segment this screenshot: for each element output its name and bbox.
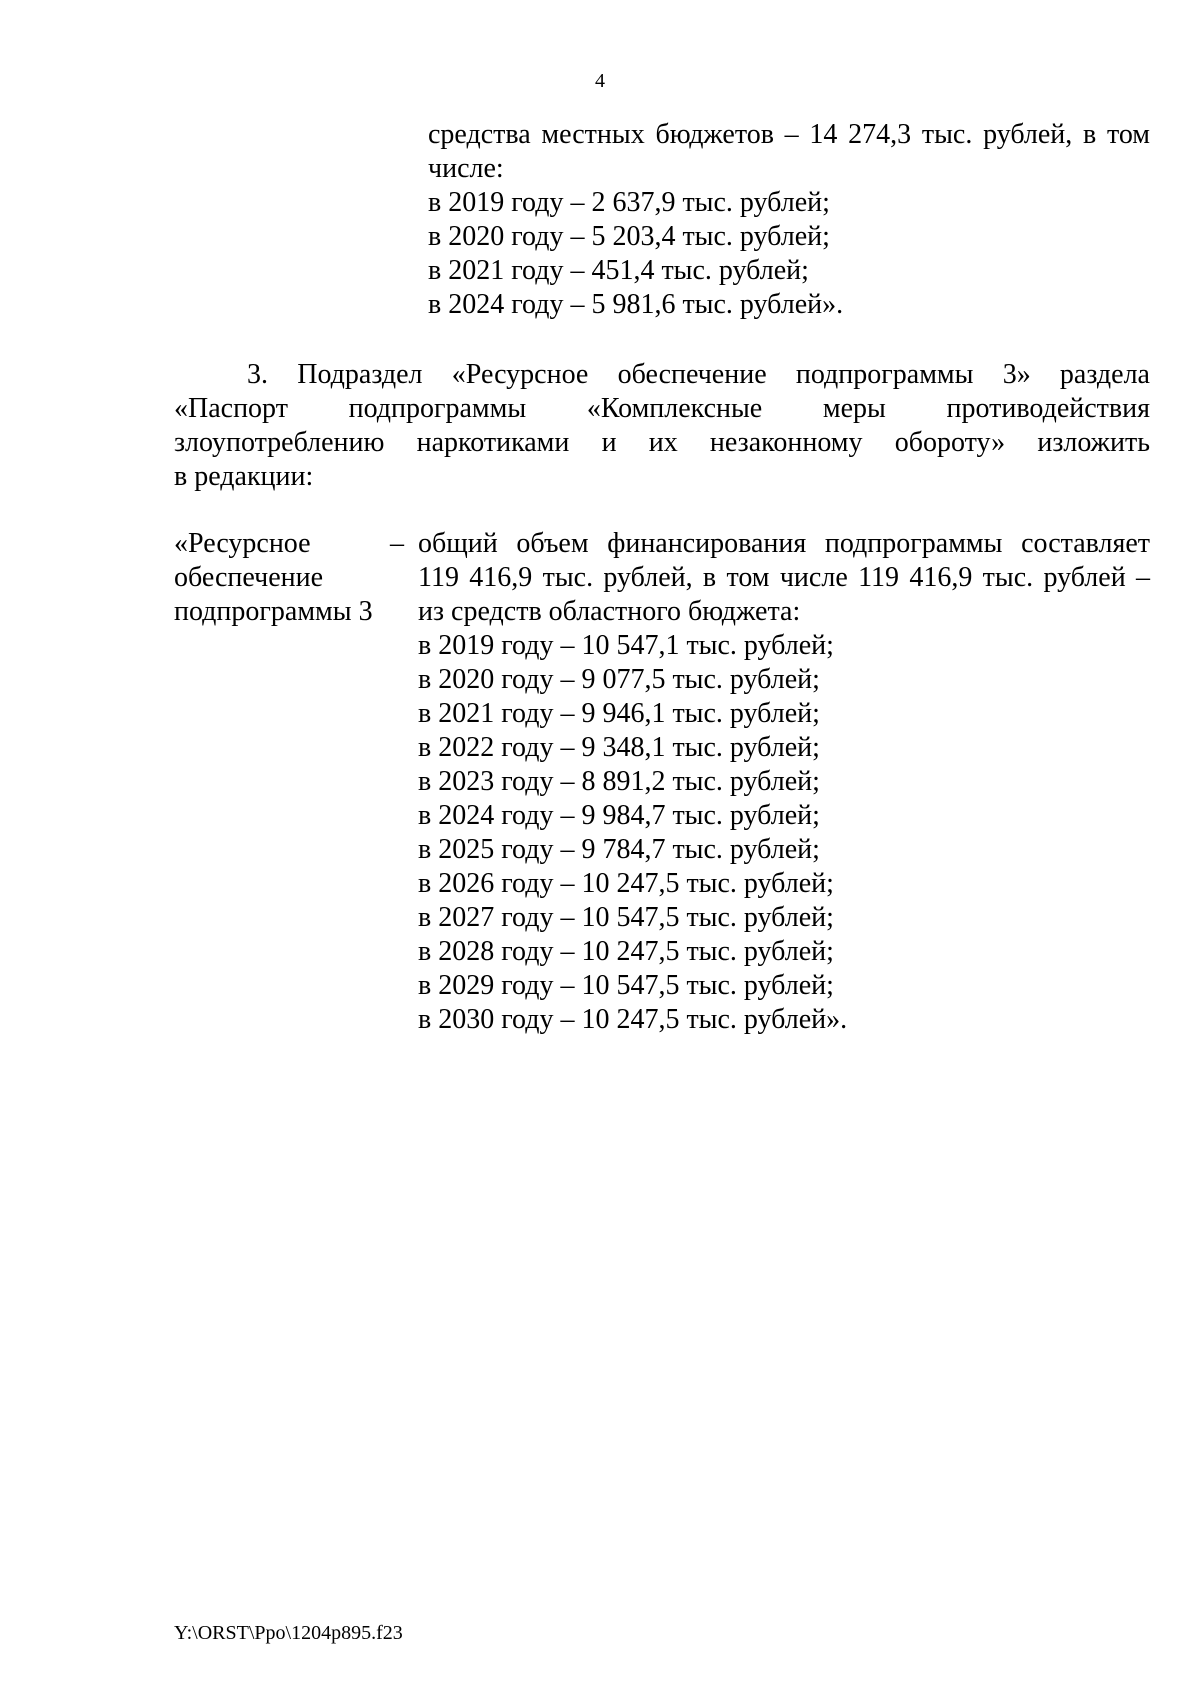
section-3-line: 3. Подраздел «Ресурсное обеспечение подпрограммы 3» раздела — [247, 359, 1150, 390]
resource-year-item: в 2029 году – 10 547,5 тыс. рублей; — [418, 970, 834, 1001]
page-number: 4 — [595, 70, 605, 92]
resource-dash: – — [390, 528, 404, 559]
local-budget-block — [428, 118, 1150, 322]
local-budget-intro-line: числе: — [428, 153, 504, 184]
section-3-line: злоупотреблению наркотиками и их незаконному обороту» изложить — [174, 427, 1150, 458]
resource-year-item: в 2026 году – 10 247,5 тыс. рублей; — [418, 868, 834, 899]
resource-summary-line: 119 416,9 тыс. рублей, в том числе 119 416,9 тыс. рублей – — [418, 562, 1150, 593]
local-budget-year-item: в 2021 году – 451,4 тыс. рублей; — [428, 255, 809, 286]
resource-label-line: подпрограммы 3 — [174, 596, 373, 627]
resource-year-item: в 2023 году – 8 891,2 тыс. рублей; — [418, 766, 820, 797]
resource-year-item: в 2020 году – 9 077,5 тыс. рублей; — [418, 664, 820, 695]
resource-summary-line: из средств областного бюджета: — [418, 596, 801, 627]
resource-label — [174, 527, 384, 629]
resource-year-item: в 2022 году – 9 348,1 тыс. рублей; — [418, 732, 820, 763]
resource-year-item: в 2025 году – 9 784,7 тыс. рублей; — [418, 834, 820, 865]
resource-year-item: в 2030 году – 10 247,5 тыс. рублей». — [418, 1004, 848, 1035]
local-budget-year-item: в 2019 году – 2 637,9 тыс. рублей; — [428, 187, 830, 218]
section-3-paragraph — [174, 358, 1150, 494]
resource-year-item: в 2027 году – 10 547,5 тыс. рублей; — [418, 902, 834, 933]
resource-year-item: в 2024 году – 9 984,7 тыс. рублей; — [418, 800, 820, 831]
local-budget-year-item: в 2024 году – 5 981,6 тыс. рублей». — [428, 289, 844, 320]
resource-label-line: обеспечение — [174, 562, 324, 593]
section-3-line: в редакции: — [174, 461, 314, 492]
local-budget-year-item: в 2020 году – 5 203,4 тыс. рублей; — [428, 221, 830, 252]
footer-file-path: Y:\ORST\Ppo\1204p895.f23 — [174, 1622, 403, 1644]
section-3-line: «Паспорт подпрограммы «Комплексные меры противодействия — [174, 393, 1150, 424]
resource-year-item: в 2019 году – 10 547,1 тыс. рублей; — [418, 630, 834, 661]
resource-year-item: в 2021 году – 9 946,1 тыс. рублей; — [418, 698, 820, 729]
local-budget-intro-line: средства местных бюджетов – 14 274,3 тыс. рублей, в том — [428, 119, 1150, 150]
resource-content — [418, 527, 1150, 1037]
resource-label-line: «Ресурсное — [174, 528, 311, 559]
resource-summary-line: общий объем финансирования подпрограммы составляет — [418, 528, 1150, 559]
resource-year-item: в 2028 году – 10 247,5 тыс. рублей; — [418, 936, 834, 967]
